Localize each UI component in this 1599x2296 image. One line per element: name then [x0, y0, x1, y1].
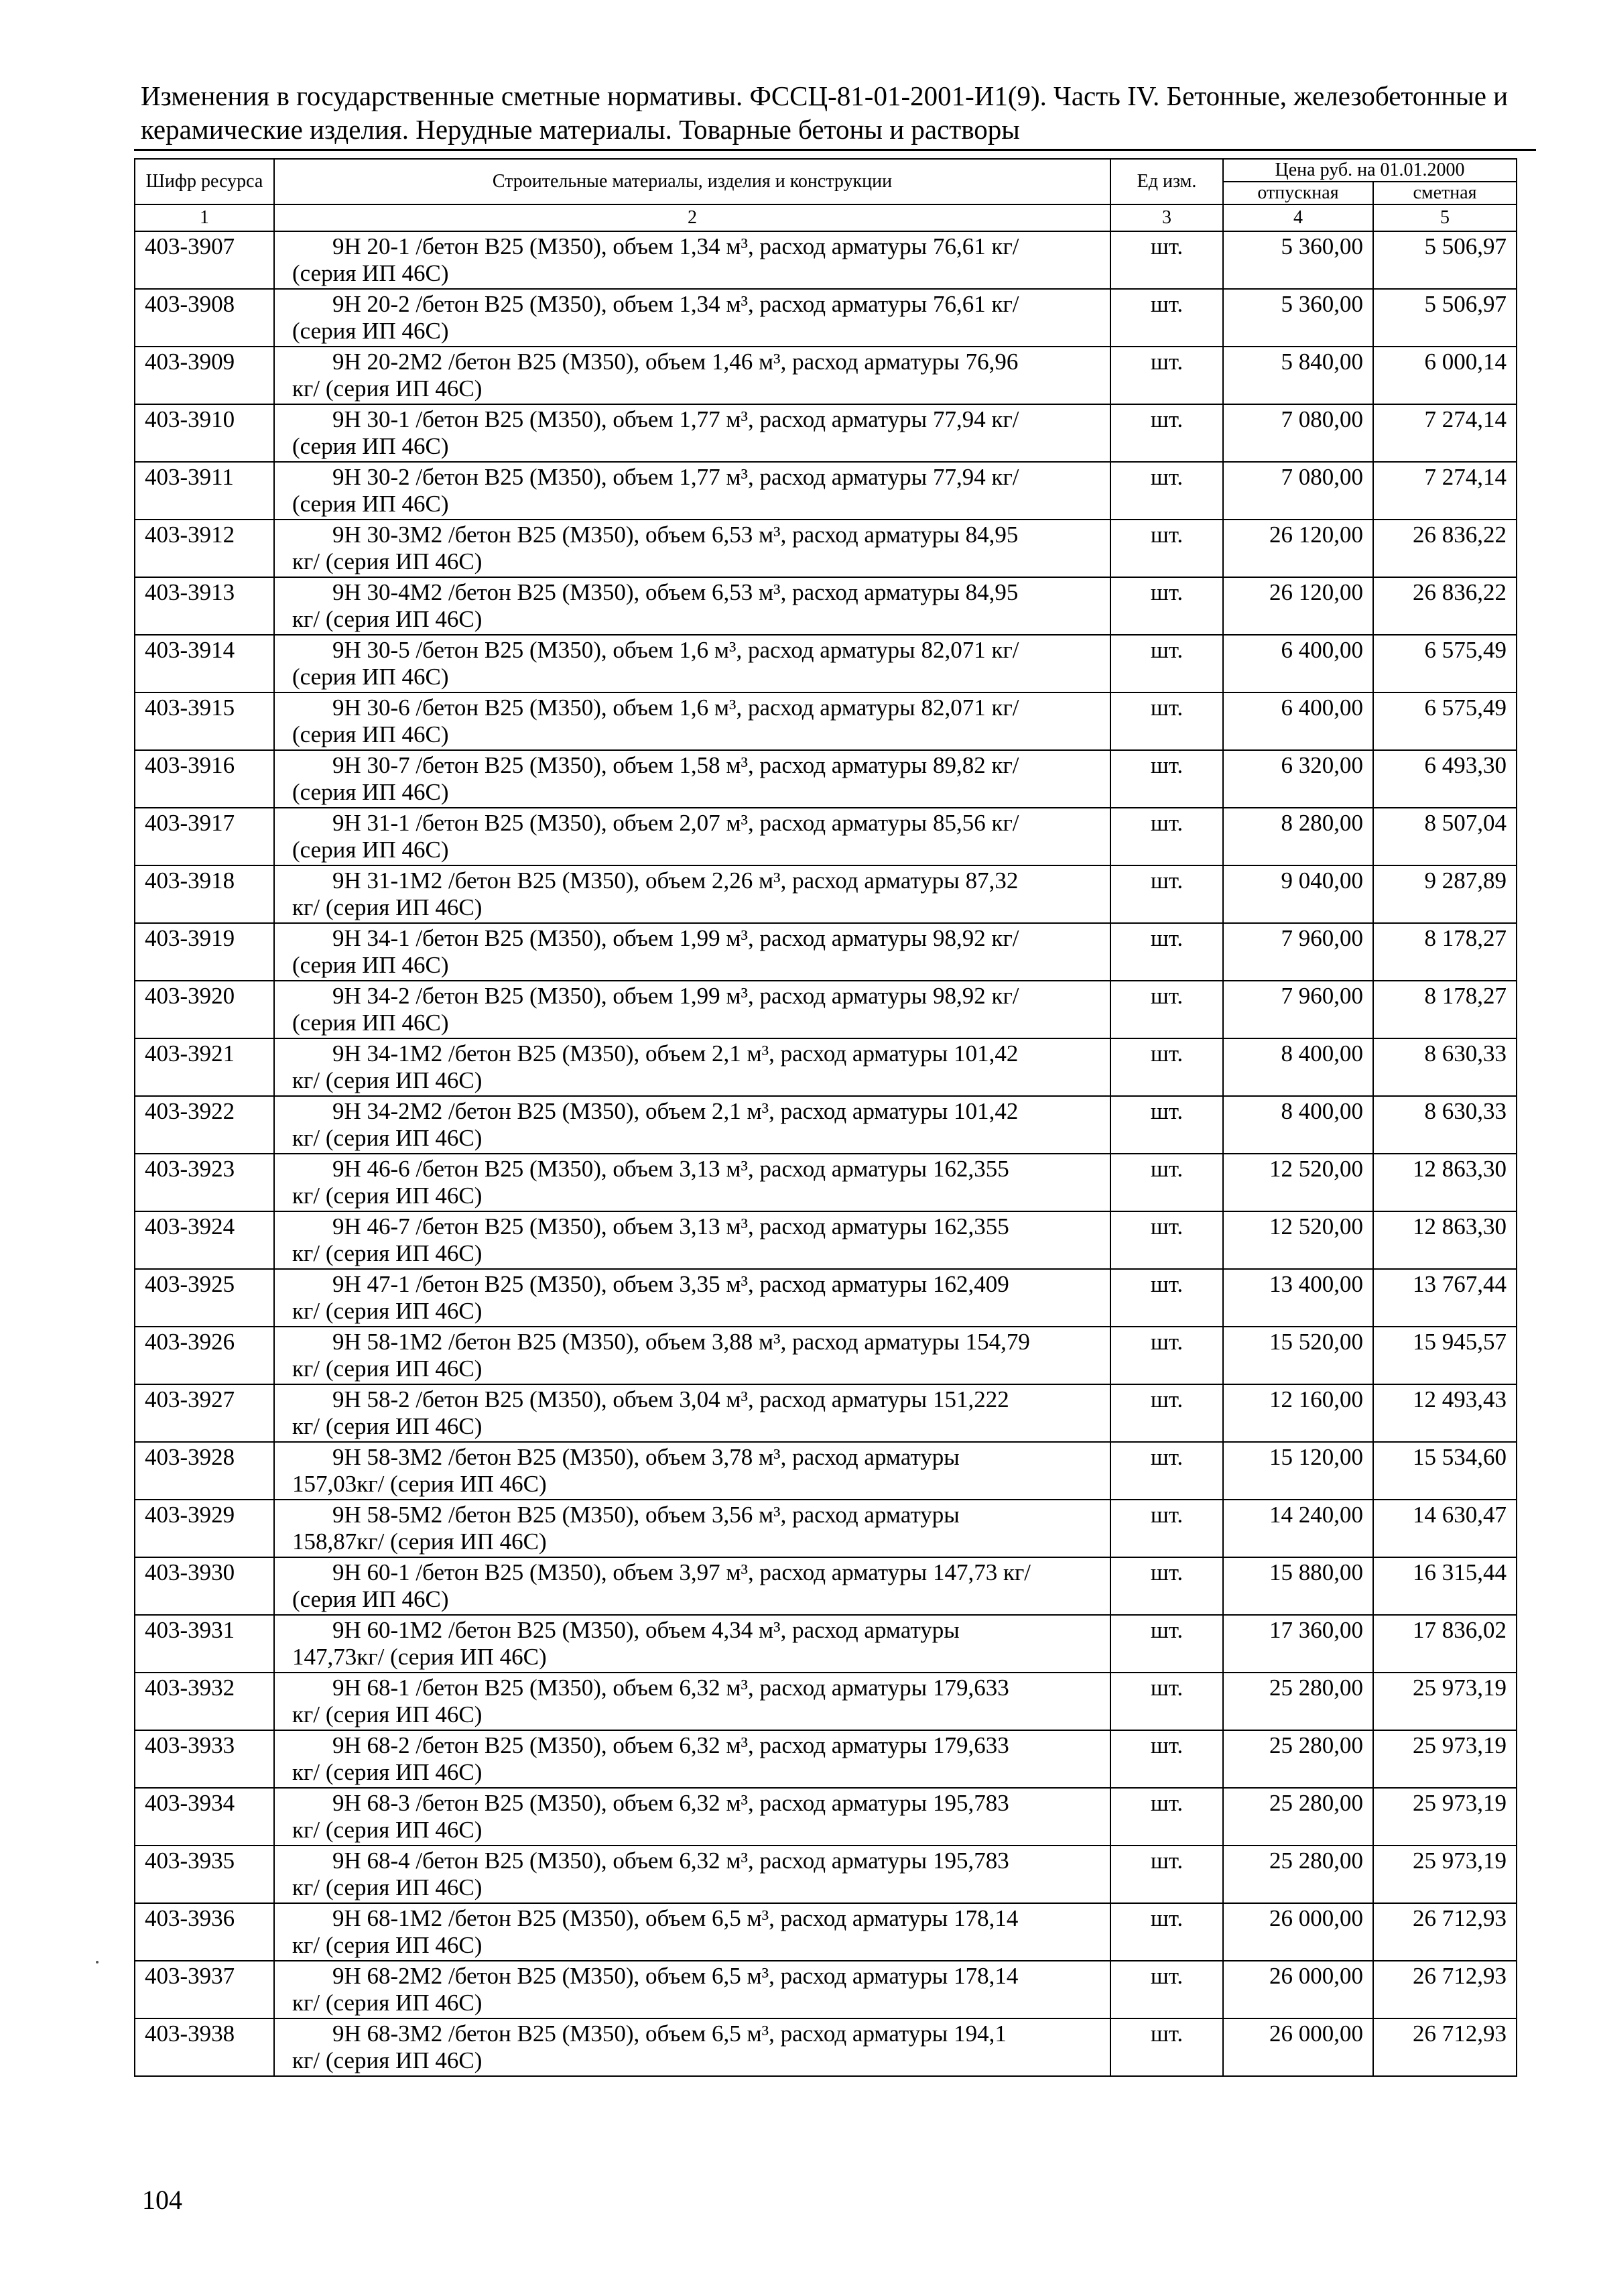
unit-cell: шт. [1110, 865, 1223, 923]
table-row [135, 1038, 1517, 1096]
unit-cell: шт. [1110, 520, 1223, 577]
column-header-code: Шифр ресурса [135, 159, 274, 204]
table-body [135, 231, 1517, 2076]
unit-cell: шт. [1110, 1788, 1223, 1846]
description-line-2: кг/ (серия ИП 46С) [292, 1932, 483, 1958]
description-line-1: 9Н 20-1 /бетон В25 (М350), объем 1,34 м³, расход арматуры 76,61 кг/ [332, 233, 1019, 259]
resource-code: 403-3919 [135, 923, 274, 981]
material-description [274, 1211, 1110, 1269]
material-description [274, 1730, 1110, 1788]
wholesale-price: 15 520,00 [1223, 1327, 1373, 1384]
material-description [274, 1269, 1110, 1327]
wholesale-price: 26 000,00 [1223, 1903, 1373, 1961]
table-row [135, 1442, 1517, 1500]
material-description [274, 1615, 1110, 1673]
description-line-2: (серия ИП 46С) [292, 1586, 449, 1612]
description-line-2: (серия ИП 46С) [292, 952, 449, 978]
estimate-price: 8 178,27 [1373, 981, 1517, 1038]
estimate-price: 6 000,14 [1373, 347, 1517, 404]
description-line-1: 9Н 34-1 /бетон В25 (М350), объем 1,99 м³, расход арматуры 98,92 кг/ [332, 925, 1019, 951]
wholesale-price: 26 120,00 [1223, 520, 1373, 577]
wholesale-price: 17 360,00 [1223, 1615, 1373, 1673]
material-description [274, 1903, 1110, 1961]
description-line-1: 9Н 60-1М2 /бетон В25 (М350), объем 4,34 м³, расход арматуры [332, 1617, 960, 1643]
table-row [135, 1269, 1517, 1327]
wholesale-price: 6 400,00 [1223, 635, 1373, 692]
description-line-1: 9Н 30-7 /бетон В25 (М350), объем 1,58 м³, расход арматуры 89,82 кг/ [332, 752, 1019, 778]
resource-code: 403-3927 [135, 1384, 274, 1442]
description-line-2: (серия ИП 46С) [292, 433, 449, 459]
unit-cell: шт. [1110, 1211, 1223, 1269]
unit-cell: шт. [1110, 577, 1223, 635]
resource-code: 403-3910 [135, 404, 274, 462]
unit-cell: шт. [1110, 1903, 1223, 1961]
estimate-price: 8 630,33 [1373, 1096, 1517, 1154]
column-numbers-row [135, 204, 1517, 231]
description-line-1: 9Н 30-4М2 /бетон В25 (М350), объем 6,53 м³, расход арматуры 84,95 [332, 579, 1019, 605]
resource-code: 403-3907 [135, 231, 274, 289]
table-row [135, 2018, 1517, 2076]
estimate-price: 5 506,97 [1373, 231, 1517, 289]
unit-cell: шт. [1110, 692, 1223, 750]
table-row [135, 1615, 1517, 1673]
description-line-1: 9Н 30-2 /бетон В25 (М350), объем 1,77 м³, расход арматуры 77,94 кг/ [332, 464, 1019, 490]
description-line-2: кг/ (серия ИП 46С) [292, 1701, 483, 1728]
wholesale-price: 6 400,00 [1223, 692, 1373, 750]
unit-cell: шт. [1110, 289, 1223, 347]
description-line-1: 9Н 46-7 /бетон В25 (М350), объем 3,13 м³, расход арматуры 162,355 [332, 1213, 1009, 1240]
table-row [135, 1154, 1517, 1211]
table-row [135, 1903, 1517, 1961]
description-line-2: кг/ (серия ИП 46С) [292, 548, 483, 575]
wholesale-price: 26 000,00 [1223, 1961, 1373, 2018]
unit-cell: шт. [1110, 1615, 1223, 1673]
resource-code: 403-3936 [135, 1903, 274, 1961]
table-row [135, 1096, 1517, 1154]
wholesale-price: 7 960,00 [1223, 923, 1373, 981]
description-line-2: кг/ (серия ИП 46С) [292, 1990, 483, 2016]
table-row [135, 347, 1517, 404]
description-line-1: 9Н 68-1 /бетон В25 (М350), объем 6,32 м³, расход арматуры 179,633 [332, 1675, 1009, 1701]
description-line-2: кг/ (серия ИП 46С) [292, 1874, 483, 1900]
table-row [135, 1673, 1517, 1730]
header-rule [134, 149, 1536, 151]
unit-cell: шт. [1110, 750, 1223, 808]
resource-code: 403-3932 [135, 1673, 274, 1730]
wholesale-price: 8 400,00 [1223, 1096, 1373, 1154]
material-description [274, 923, 1110, 981]
wholesale-price: 25 280,00 [1223, 1788, 1373, 1846]
resource-code: 403-3917 [135, 808, 274, 865]
description-line-1: 9Н 34-1М2 /бетон В25 (М350), объем 2,1 м³, расход арматуры 101,42 [332, 1040, 1019, 1067]
description-line-2: (серия ИП 46С) [292, 260, 449, 286]
wholesale-price: 12 520,00 [1223, 1211, 1373, 1269]
wholesale-price: 5 360,00 [1223, 231, 1373, 289]
material-description [274, 1557, 1110, 1615]
resource-code: 403-3921 [135, 1038, 274, 1096]
column-header-price: Цена руб. на 01.01.2000 [1223, 159, 1517, 182]
column-number: 5 [1373, 204, 1517, 231]
unit-cell: шт. [1110, 1673, 1223, 1730]
table-row [135, 462, 1517, 520]
description-line-2: 147,73кг/ (серия ИП 46С) [292, 1644, 547, 1670]
estimate-price: 16 315,44 [1373, 1557, 1517, 1615]
description-line-1: 9Н 30-5 /бетон В25 (М350), объем 1,6 м³, расход арматуры 82,071 кг/ [332, 637, 1019, 663]
material-description [274, 231, 1110, 289]
estimate-price: 15 534,60 [1373, 1442, 1517, 1500]
table-row [135, 1788, 1517, 1846]
resource-code: 403-3913 [135, 577, 274, 635]
wholesale-price: 6 320,00 [1223, 750, 1373, 808]
description-line-2: (серия ИП 46С) [292, 1010, 449, 1036]
description-line-1: 9Н 20-2 /бетон В25 (М350), объем 1,34 м³, расход арматуры 76,61 кг/ [332, 291, 1019, 317]
material-description [274, 692, 1110, 750]
description-line-2: кг/ (серия ИП 46С) [292, 894, 483, 920]
estimate-price: 6 575,49 [1373, 692, 1517, 750]
description-line-1: 9Н 58-1М2 /бетон В25 (М350), объем 3,88 м³, расход арматуры 154,79 [332, 1329, 1030, 1355]
scan-speck [96, 1961, 99, 1963]
estimate-price: 6 575,49 [1373, 635, 1517, 692]
estimate-price: 13 767,44 [1373, 1269, 1517, 1327]
wholesale-price: 14 240,00 [1223, 1500, 1373, 1557]
description-line-2: (серия ИП 46С) [292, 664, 449, 690]
description-line-1: 9Н 34-2М2 /бетон В25 (М350), объем 2,1 м³, расход арматуры 101,42 [332, 1098, 1019, 1124]
description-line-2: кг/ (серия ИП 46С) [292, 1817, 483, 1843]
material-description [274, 347, 1110, 404]
description-line-1: 9Н 20-2М2 /бетон В25 (М350), объем 1,46 м³, расход арматуры 76,96 [332, 349, 1019, 375]
description-line-1: 9Н 58-5М2 /бетон В25 (М350), объем 3,56 м³, расход арматуры [332, 1502, 960, 1528]
unit-cell: шт. [1110, 923, 1223, 981]
estimate-price: 14 630,47 [1373, 1500, 1517, 1557]
table-row [135, 865, 1517, 923]
description-line-2: (серия ИП 46С) [292, 779, 449, 805]
material-description [274, 1788, 1110, 1846]
description-line-1: 9Н 68-3 /бетон В25 (М350), объем 6,32 м³, расход арматуры 195,783 [332, 1790, 1009, 1816]
wholesale-price: 5 360,00 [1223, 289, 1373, 347]
table-row [135, 808, 1517, 865]
unit-cell: шт. [1110, 2018, 1223, 2076]
column-number: 4 [1223, 204, 1373, 231]
wholesale-price: 7 080,00 [1223, 462, 1373, 520]
wholesale-price: 8 400,00 [1223, 1038, 1373, 1096]
wholesale-price: 15 120,00 [1223, 1442, 1373, 1500]
estimate-price: 7 274,14 [1373, 462, 1517, 520]
description-line-2: кг/ (серия ИП 46С) [292, 375, 483, 402]
unit-cell: шт. [1110, 1327, 1223, 1384]
estimate-price: 25 973,19 [1373, 1846, 1517, 1903]
description-line-1: 9Н 30-6 /бетон В25 (М350), объем 1,6 м³, расход арматуры 82,071 кг/ [332, 694, 1019, 721]
table-row [135, 404, 1517, 462]
material-description [274, 635, 1110, 692]
wholesale-price: 5 840,00 [1223, 347, 1373, 404]
resource-code: 403-3924 [135, 1211, 274, 1269]
wholesale-price: 26 000,00 [1223, 2018, 1373, 2076]
description-line-1: 9Н 68-1М2 /бетон В25 (М350), объем 6,5 м³, расход арматуры 178,14 [332, 1905, 1019, 1931]
unit-cell: шт. [1110, 231, 1223, 289]
estimate-price: 12 863,30 [1373, 1211, 1517, 1269]
description-line-1: 9Н 47-1 /бетон В25 (М350), объем 3,35 м³, расход арматуры 162,409 [332, 1271, 1009, 1297]
column-number: 3 [1110, 204, 1223, 231]
material-description [274, 981, 1110, 1038]
unit-cell: шт. [1110, 1269, 1223, 1327]
material-description [274, 1038, 1110, 1096]
table-row [135, 1211, 1517, 1269]
column-number: 2 [274, 204, 1110, 231]
description-line-2: (серия ИП 46С) [292, 491, 449, 517]
description-line-1: 9Н 58-3М2 /бетон В25 (М350), объем 3,78 м³, расход арматуры [332, 1444, 960, 1470]
estimate-price: 15 945,57 [1373, 1327, 1517, 1384]
unit-cell: шт. [1110, 1384, 1223, 1442]
wholesale-price: 13 400,00 [1223, 1269, 1373, 1327]
description-line-1: 9Н 31-1М2 /бетон В25 (М350), объем 2,26 м³, расход арматуры 87,32 [332, 867, 1019, 894]
resource-code: 403-3911 [135, 462, 274, 520]
estimate-price: 12 493,43 [1373, 1384, 1517, 1442]
description-line-1: 9Н 30-3М2 /бетон В25 (М350), объем 6,53 м³, расход арматуры 84,95 [332, 522, 1019, 548]
wholesale-price: 15 880,00 [1223, 1557, 1373, 1615]
table-row [135, 981, 1517, 1038]
estimate-price: 7 274,14 [1373, 404, 1517, 462]
resource-code: 403-3935 [135, 1846, 274, 1903]
resource-code: 403-3914 [135, 635, 274, 692]
wholesale-price: 25 280,00 [1223, 1846, 1373, 1903]
description-line-1: 9Н 68-3М2 /бетон В25 (М350), объем 6,5 м³, расход арматуры 194,1 [332, 2020, 1007, 2047]
resource-code: 403-3915 [135, 692, 274, 750]
unit-cell: шт. [1110, 462, 1223, 520]
estimate-price: 26 712,93 [1373, 1961, 1517, 2018]
resource-code: 403-3923 [135, 1154, 274, 1211]
resource-code: 403-3937 [135, 1961, 274, 2018]
column-number: 1 [135, 204, 274, 231]
resource-code: 403-3930 [135, 1557, 274, 1615]
wholesale-price: 7 960,00 [1223, 981, 1373, 1038]
description-line-2: кг/ (серия ИП 46С) [292, 1298, 483, 1324]
resource-code: 403-3925 [135, 1269, 274, 1327]
description-line-2: кг/ (серия ИП 46С) [292, 606, 483, 632]
description-line-2: кг/ (серия ИП 46С) [292, 1125, 483, 1151]
resource-code: 403-3938 [135, 2018, 274, 2076]
table-row [135, 1327, 1517, 1384]
estimate-price: 25 973,19 [1373, 1788, 1517, 1846]
unit-cell: шт. [1110, 404, 1223, 462]
description-line-2: 157,03кг/ (серия ИП 46С) [292, 1471, 547, 1497]
material-description [274, 808, 1110, 865]
page-number: 104 [142, 2185, 182, 2215]
description-line-2: кг/ (серия ИП 46С) [292, 1183, 483, 1209]
resource-code: 403-3916 [135, 750, 274, 808]
material-description [274, 1961, 1110, 2018]
estimate-price: 6 493,30 [1373, 750, 1517, 808]
resource-code: 403-3912 [135, 520, 274, 577]
wholesale-price: 26 120,00 [1223, 577, 1373, 635]
description-line-1: 9Н 30-1 /бетон В25 (М350), объем 1,77 м³, расход арматуры 77,94 кг/ [332, 406, 1019, 432]
material-description [274, 1442, 1110, 1500]
unit-cell: шт. [1110, 1096, 1223, 1154]
material-description [274, 1846, 1110, 1903]
table-row [135, 289, 1517, 347]
estimate-price: 5 506,97 [1373, 289, 1517, 347]
material-description [274, 865, 1110, 923]
resource-code: 403-3934 [135, 1788, 274, 1846]
estimate-price: 8 507,04 [1373, 808, 1517, 865]
unit-cell: шт. [1110, 347, 1223, 404]
table-row [135, 1557, 1517, 1615]
wholesale-price: 12 520,00 [1223, 1154, 1373, 1211]
estimate-price: 26 836,22 [1373, 520, 1517, 577]
description-line-2: кг/ (серия ИП 46С) [292, 1759, 483, 1785]
table-row [135, 520, 1517, 577]
material-description [274, 2018, 1110, 2076]
table-row [135, 231, 1517, 289]
resource-code: 403-3929 [135, 1500, 274, 1557]
unit-cell: шт. [1110, 1557, 1223, 1615]
description-line-2: 158,87кг/ (серия ИП 46С) [292, 1528, 547, 1555]
table-row [135, 1384, 1517, 1442]
resource-code: 403-3908 [135, 289, 274, 347]
column-header-estimate: сметная [1373, 182, 1517, 204]
wholesale-price: 9 040,00 [1223, 865, 1373, 923]
table-row [135, 1961, 1517, 2018]
description-line-1: 9Н 46-6 /бетон В25 (М350), объем 3,13 м³, расход арматуры 162,355 [332, 1156, 1009, 1182]
material-description [274, 1384, 1110, 1442]
unit-cell: шт. [1110, 1038, 1223, 1096]
unit-cell: шт. [1110, 1500, 1223, 1557]
description-line-1: 9Н 68-4 /бетон В25 (М350), объем 6,32 м³, расход арматуры 195,783 [332, 1848, 1009, 1874]
wholesale-price: 12 160,00 [1223, 1384, 1373, 1442]
description-line-1: 9Н 58-2 /бетон В25 (М350), объем 3,04 м³, расход арматуры 151,222 [332, 1386, 1009, 1412]
estimate-price: 26 836,22 [1373, 577, 1517, 635]
table-row [135, 1730, 1517, 1788]
estimate-price: 25 973,19 [1373, 1673, 1517, 1730]
resource-code: 403-3922 [135, 1096, 274, 1154]
estimate-price: 8 178,27 [1373, 923, 1517, 981]
resource-code: 403-3909 [135, 347, 274, 404]
description-line-2: (серия ИП 46С) [292, 721, 449, 747]
material-description [274, 404, 1110, 462]
description-line-2: (серия ИП 46С) [292, 318, 449, 344]
table-row [135, 1500, 1517, 1557]
description-line-2: кг/ (серия ИП 46С) [292, 1355, 483, 1382]
estimate-price: 9 287,89 [1373, 865, 1517, 923]
price-table [134, 158, 1517, 2077]
material-description [274, 289, 1110, 347]
description-line-2: кг/ (серия ИП 46С) [292, 1413, 483, 1439]
material-description [274, 462, 1110, 520]
material-description [274, 1327, 1110, 1384]
wholesale-price: 25 280,00 [1223, 1730, 1373, 1788]
material-description [274, 1673, 1110, 1730]
estimate-price: 17 836,02 [1373, 1615, 1517, 1673]
unit-cell: шт. [1110, 1846, 1223, 1903]
description-line-1: 9Н 31-1 /бетон В25 (М350), объем 2,07 м³, расход арматуры 85,56 кг/ [332, 810, 1019, 836]
page-header [141, 79, 1535, 146]
unit-cell: шт. [1110, 1442, 1223, 1500]
description-line-1: 9Н 34-2 /бетон В25 (М350), объем 1,99 м³, расход арматуры 98,92 кг/ [332, 983, 1019, 1009]
estimate-price: 26 712,93 [1373, 1903, 1517, 1961]
material-description [274, 750, 1110, 808]
estimate-price: 12 863,30 [1373, 1154, 1517, 1211]
unit-cell: шт. [1110, 1154, 1223, 1211]
unit-cell: шт. [1110, 808, 1223, 865]
estimate-price: 25 973,19 [1373, 1730, 1517, 1788]
material-description [274, 1096, 1110, 1154]
estimate-price: 26 712,93 [1373, 2018, 1517, 2076]
table-row [135, 750, 1517, 808]
resource-code: 403-3920 [135, 981, 274, 1038]
resource-code: 403-3926 [135, 1327, 274, 1384]
table-row [135, 923, 1517, 981]
header-title-line-1: Изменения в государственные сметные нормативы. ФССЦ-81-01-2001-И1(9). Часть IV. Бетонные, железобетонные и [141, 80, 1509, 111]
resource-code: 403-3918 [135, 865, 274, 923]
description-line-1: 9Н 60-1 /бетон В25 (М350), объем 3,97 м³, расход арматуры 147,73 кг/ [332, 1559, 1031, 1585]
description-line-2: кг/ (серия ИП 46С) [292, 1067, 483, 1093]
material-description [274, 577, 1110, 635]
header-title-line-2: керамические изделия. Нерудные материалы. Товарные бетоны и растворы [141, 114, 1020, 145]
wholesale-price: 25 280,00 [1223, 1673, 1373, 1730]
description-line-2: кг/ (серия ИП 46С) [292, 2047, 483, 2073]
resource-code: 403-3928 [135, 1442, 274, 1500]
table-row [135, 1846, 1517, 1903]
resource-code: 403-3931 [135, 1615, 274, 1673]
table-row [135, 577, 1517, 635]
table-row [135, 692, 1517, 750]
description-line-1: 9Н 68-2М2 /бетон В25 (М350), объем 6,5 м³, расход арматуры 178,14 [332, 1963, 1019, 1989]
column-header-name: Строительные материалы, изделия и конструкции [274, 159, 1110, 204]
wholesale-price: 7 080,00 [1223, 404, 1373, 462]
column-header-unit: Ед изм. [1110, 159, 1223, 204]
column-header-wholesale: отпускная [1223, 182, 1373, 204]
unit-cell: шт. [1110, 1961, 1223, 2018]
unit-cell: шт. [1110, 1730, 1223, 1788]
description-line-2: кг/ (серия ИП 46С) [292, 1240, 483, 1266]
description-line-1: 9Н 68-2 /бетон В25 (М350), объем 6,32 м³, расход арматуры 179,633 [332, 1732, 1009, 1758]
resource-code: 403-3933 [135, 1730, 274, 1788]
material-description [274, 1154, 1110, 1211]
unit-cell: шт. [1110, 635, 1223, 692]
wholesale-price: 8 280,00 [1223, 808, 1373, 865]
description-line-2: (серия ИП 46С) [292, 837, 449, 863]
unit-cell: шт. [1110, 981, 1223, 1038]
estimate-price: 8 630,33 [1373, 1038, 1517, 1096]
material-description [274, 1500, 1110, 1557]
material-description [274, 520, 1110, 577]
table-row [135, 635, 1517, 692]
